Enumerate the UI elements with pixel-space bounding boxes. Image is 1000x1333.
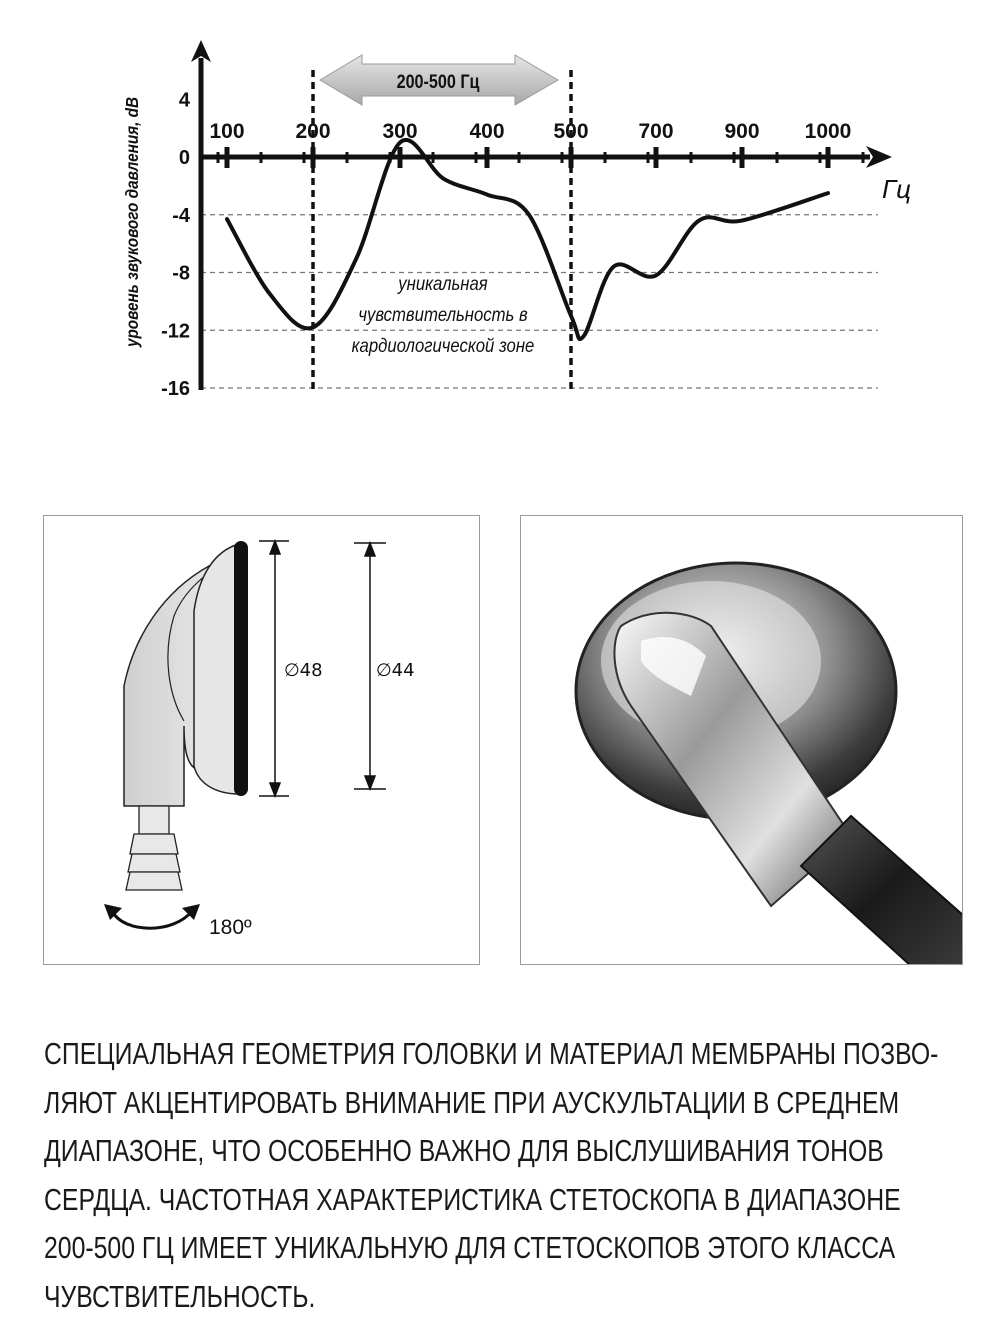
y-tick-label: 0 (178, 147, 190, 169)
rotation-arrow-icon (112, 911, 192, 928)
x-tick-label: 300 (382, 120, 418, 143)
x-tick-label: 700 (638, 120, 674, 143)
diameter-inner-label: ∅44 (376, 660, 415, 681)
x-tick-labels (209, 120, 851, 143)
x-tick-label: 200 (295, 120, 331, 143)
nozzle (126, 806, 182, 890)
y-tick-label: -16 (161, 378, 190, 400)
x-axis-label: Гц (882, 174, 912, 204)
y-tick-label: -4 (172, 204, 190, 227)
description-line-5: 200-500 ГЦ ИМЕЕТ УНИКАЛЬНУЮ ДЛЯ СТЕТОСКОПОВ ЭТОГО КЛАССА (44, 1230, 896, 1265)
diameter-outer-label: ∅48 (284, 660, 323, 681)
annotation-line-2: чувствительность в (358, 304, 528, 326)
grid-lines (201, 215, 878, 388)
description-text (44, 1030, 972, 1321)
description-line-6: ЧУВСТВИТЕЛЬНОСТЬ. (44, 1278, 316, 1314)
membrane-rim (234, 541, 248, 796)
stethoscope-photo-panel (520, 515, 963, 965)
x-tick-label: 400 (469, 120, 505, 143)
y-tick-label: -12 (161, 320, 190, 343)
chestpiece-diagram (44, 516, 481, 966)
frequency-response-chart (0, 0, 1000, 470)
x-tick-label: 900 (724, 120, 760, 143)
description-line-1: СПЕЦИАЛЬНАЯ ГЕОМЕТРИЯ ГОЛОВКИ И МАТЕРИАЛ МЕМБРАНЫ ПОЗВО- (44, 1036, 939, 1071)
rotation-label: 180º (209, 916, 252, 939)
description-line-3: ДИАПАЗОНЕ, ЧТО ОСОБЕННО ВАЖНО ДЛЯ ВЫСЛУШИВАНИЯ ТОНОВ (44, 1133, 884, 1168)
y-tick-labels (161, 89, 191, 400)
annotation-line-1: уникальная (398, 273, 488, 295)
y-axis-label: уровень звукового давления, dB (121, 96, 143, 348)
head-bell (194, 544, 239, 794)
y-tick-label: -8 (172, 262, 190, 285)
description-line-2: ЛЯЮТ АКЦЕНТИРОВАТЬ ВНИМАНИЕ ПРИ АУСКУЛЬТАЦИИ В СРЕДНЕМ (44, 1084, 900, 1120)
x-tick-label: 500 (553, 120, 589, 143)
annotation (352, 273, 535, 356)
x-tick-label: 1000 (804, 120, 852, 143)
chestpiece-diagram-panel (43, 515, 480, 965)
stethoscope-photo (521, 516, 963, 965)
annotation-line-3: кардиологической зоне (351, 335, 535, 357)
description-line-4: СЕРДЦА. ЧАСТОТНАЯ ХАРАКТЕРИСТИКА СТЕТОСКОПА В ДИАПАЗОНЕ (44, 1181, 901, 1217)
band-label: 200-500 Гц (396, 70, 480, 93)
y-tick-label: 4 (178, 89, 190, 112)
x-tick-label: 100 (209, 120, 245, 143)
